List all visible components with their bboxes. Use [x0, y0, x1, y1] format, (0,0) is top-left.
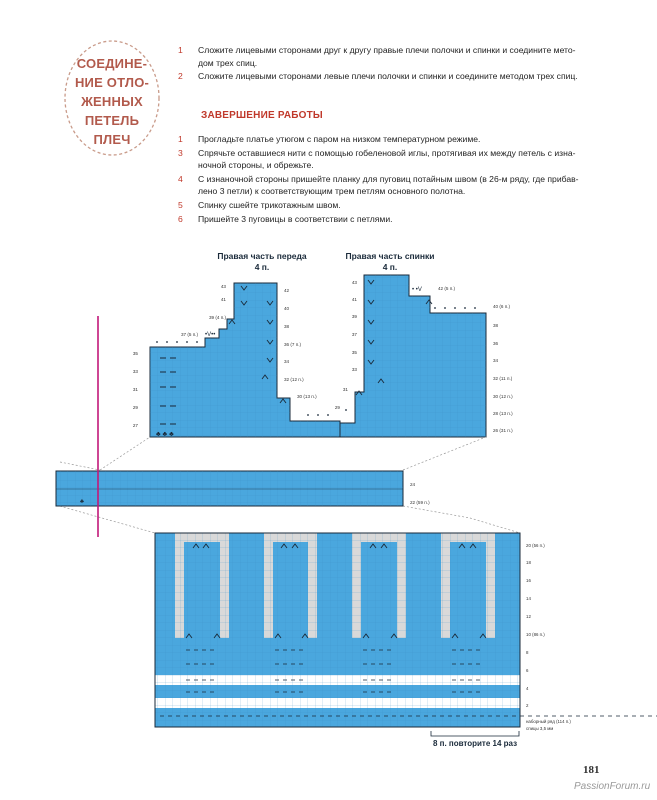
row-label: 37 (5 п.): [180, 332, 198, 337]
back-chart: [340, 275, 486, 437]
repeat-bracket: [431, 731, 519, 736]
row-label: 34: [493, 358, 499, 363]
foot-note: спицы 3,5 мм: [526, 726, 554, 731]
side-heading-line: СОЕДИНЕ-: [76, 56, 148, 71]
back-chart-stitches: 4 п.: [382, 262, 398, 272]
main-chart: [155, 533, 657, 748]
step-line: Спинку сшейте трикотажным швом.: [198, 199, 341, 210]
step-line: Сложите лицевыми сторонами левые плечи полочки и спинки и соедините методом трех спиц.: [198, 71, 578, 82]
step-line: дом трех спиц.: [198, 57, 258, 68]
row-label: 14: [526, 596, 531, 601]
row-label: 31: [132, 387, 138, 392]
row-label: 36 (7 п.): [284, 342, 302, 347]
row-label: 32 (11 п.): [493, 376, 513, 381]
svg-text:♣ ♣ ♣: ♣ ♣ ♣: [156, 431, 174, 438]
side-heading-line: ЖЕННЫХ: [81, 94, 143, 109]
step-line: Прогладьте платье утюгом с паром на низком температурном режиме.: [198, 134, 481, 144]
step-number: 5: [178, 199, 183, 210]
step-number: 6: [178, 213, 183, 224]
row-label: 33: [132, 369, 138, 374]
row-label: 35: [351, 350, 357, 355]
row-label: 8: [526, 650, 529, 655]
row-label: 32 (12 п.): [284, 377, 304, 382]
row-label: 22 (59 п.): [410, 500, 430, 505]
front-chart-stitches: 4 п.: [254, 262, 270, 272]
row-label: 30 (12 п.): [493, 394, 513, 399]
watermark: PassionForum.ru: [574, 781, 651, 792]
front-right-row-labels: [284, 288, 317, 399]
step-number: 2: [178, 71, 183, 82]
row-label: 4: [526, 686, 529, 691]
row-label: 26 (31 п.): [493, 428, 513, 433]
row-label: 38: [493, 323, 499, 328]
row-label: 30 (13 п.): [297, 394, 317, 399]
step-line: лено 3 петли) к соответствующим трем петлям основного полотна.: [198, 186, 466, 197]
step-line: Спрячьте оставшиеся нити с помощью гобеленовой иглы, протягивая их между петель с изна-: [198, 147, 576, 158]
row-label: 16: [526, 578, 531, 583]
row-label: 39: [351, 314, 357, 319]
row-label: 38: [284, 324, 290, 329]
side-heading-line: ПЛЕЧ: [93, 132, 131, 147]
row-label: 40 (6 п.): [493, 304, 511, 309]
page-number: 181: [583, 764, 600, 776]
step-line: ночной стороны, и обрежьте.: [198, 160, 314, 171]
row-label: 43: [220, 284, 226, 289]
row-label: 10 (86 п.): [526, 632, 545, 637]
row-label: 35: [132, 351, 138, 356]
row-label: 6: [526, 668, 529, 673]
row-label: 2: [526, 703, 529, 708]
back-left-row-labels: [335, 280, 358, 410]
section-title: ЗАВЕРШЕНИЕ РАБОТЫ: [201, 110, 323, 121]
row-label: 20 (56 п.): [526, 543, 545, 548]
row-label: 42: [284, 288, 290, 293]
row-label: 34: [284, 359, 290, 364]
row-label: 43: [351, 280, 357, 285]
step-line: Пришейте 3 пуговицы в соответствии с петлями.: [198, 213, 393, 224]
step-number: 1: [178, 134, 183, 144]
row-label: 29: [132, 405, 138, 410]
step-number: 3: [178, 147, 183, 158]
svg-text:• •V: • •V: [412, 287, 422, 293]
row-label: 18: [526, 560, 531, 565]
side-heading-line: НИЕ ОТЛО-: [74, 75, 150, 90]
row-label: 31: [342, 387, 348, 392]
row-label: 41: [220, 297, 226, 302]
step-line: С изнаночной стороны пришейте планку для пуговиц потайным швом (в 26-м ряду, где прибав-: [198, 173, 579, 184]
row-label: 27: [132, 423, 138, 428]
row-label: 39 (4 п.): [208, 315, 226, 320]
row-label: 28 (13 п.): [493, 411, 513, 416]
back-chart-title: Правая часть спинки: [345, 251, 435, 261]
band-chart: [56, 471, 430, 506]
row-label: 24: [410, 482, 416, 487]
row-label: 40: [284, 306, 290, 311]
row-label: 42 (5 п.): [438, 286, 456, 291]
foot-note: наборный ряд (114 п.): [526, 719, 571, 724]
svg-text:♣: ♣: [80, 499, 84, 505]
side-heading-line: ПЕТЕЛЬ: [84, 113, 140, 128]
row-label: 41: [351, 297, 357, 302]
row-label: 12: [526, 614, 531, 619]
row-label: 33: [351, 367, 357, 372]
step-number: 1: [178, 45, 183, 55]
repeat-label: 8 п. повторите 14 раз: [432, 739, 518, 748]
svg-text:•V••: •V••: [205, 332, 216, 338]
step-line: Сложите лицевыми сторонами друг к другу правые плечи полочки и спинки и соедините мето-: [198, 45, 576, 55]
row-label: 37: [351, 332, 357, 337]
step-number: 4: [178, 173, 183, 184]
front-chart: [150, 283, 340, 438]
row-label: 29: [334, 405, 340, 410]
row-label: 36: [493, 341, 499, 346]
front-chart-title: Правая часть переда: [217, 251, 307, 261]
